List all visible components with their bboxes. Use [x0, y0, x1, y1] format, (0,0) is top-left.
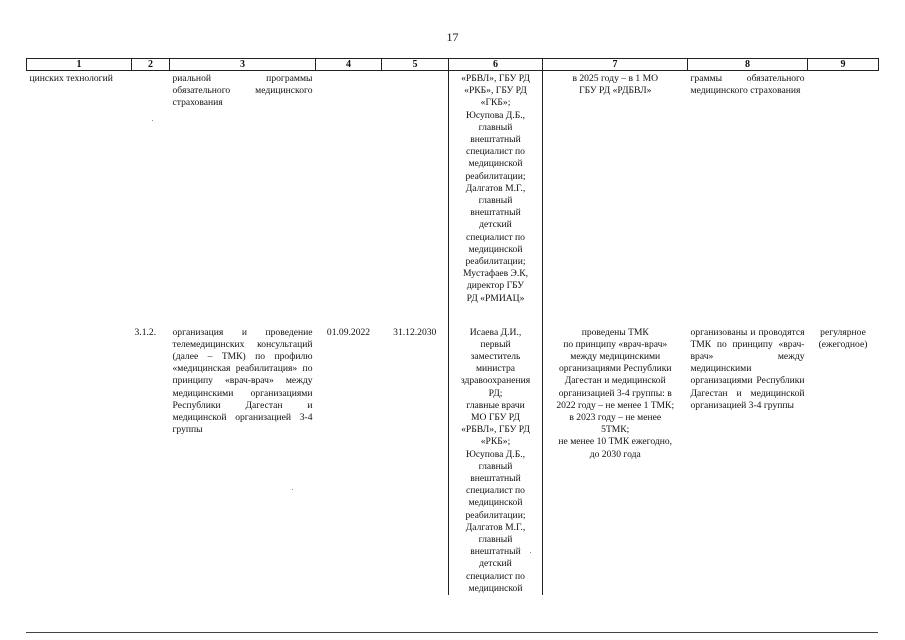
scan-speck — [152, 120, 153, 121]
cell-line: МО ГБУ РД — [471, 411, 520, 423]
cell-line: ГБУ РД «РДБВЛ» — [579, 85, 652, 97]
cell-responsible — [449, 71, 543, 325]
cell-line: 5ТМК; — [601, 424, 630, 436]
col-header-3: 3 — [170, 59, 316, 71]
cell-line: РД; — [488, 387, 503, 399]
cell-line: внештатный — [470, 472, 521, 484]
cell-line: главный — [478, 533, 513, 545]
col-header-7: 7 — [543, 59, 688, 71]
cell-line: главный — [478, 460, 513, 472]
cell-number: 3.1.2. — [134, 326, 157, 338]
cell-result — [543, 71, 688, 325]
scan-speck — [530, 552, 531, 553]
cell-number — [132, 71, 170, 325]
cell-line: Далгатов М.Г., — [465, 521, 526, 533]
cell-periodicity: регулярное (ежегодное) — [818, 326, 868, 350]
cell-line: Юсупова Д.Б., — [465, 109, 526, 121]
cell-line: Исаева Д.И., — [469, 326, 522, 338]
col-header-2: 2 — [132, 59, 170, 71]
cell-line: внештатный — [470, 134, 521, 146]
cell-line: Юсупова Д.Б., — [465, 448, 526, 460]
cell-line: специалист по — [466, 146, 525, 158]
cell-line: Далгатов М.Г., — [465, 182, 526, 194]
cell-line: внештатный — [470, 546, 521, 558]
col-header-5: 5 — [382, 59, 449, 71]
cell-line: первый — [480, 338, 511, 350]
cell-line: детский — [479, 219, 512, 231]
cell-line: в 2025 году – в 1 МО — [572, 73, 659, 84]
col-header-9: 9 — [808, 59, 879, 71]
col-header-8: 8 — [688, 59, 808, 71]
page-number: 17 — [446, 30, 459, 44]
cell-line: Мустафаев Э.К, — [462, 268, 529, 280]
col-header-4: 4 — [316, 59, 382, 71]
plan-table — [26, 58, 879, 595]
cell-line: министра — [475, 363, 516, 375]
cell-line: «ГКБ»; — [480, 97, 511, 109]
table-row — [27, 71, 879, 325]
cell-line: медицинской — [468, 497, 523, 509]
cell-line: «РБВЛ», ГБУ РД — [461, 73, 530, 84]
cell-line: директор ГБУ — [466, 280, 525, 292]
cell-line: реабилитации; — [465, 170, 526, 182]
cell-line: медицинской — [468, 582, 523, 594]
cell-outcome: граммы обязательного медицинского страхования — [690, 73, 805, 97]
cell-responsible — [449, 325, 543, 595]
cell-line: специалист по — [466, 570, 525, 582]
cell-line: Дагестан и медицинской — [564, 375, 666, 387]
cell-line: медицинской — [468, 158, 523, 170]
cell-activity: риальной программы обязательного медицинского страхования — [172, 73, 313, 109]
cell-line: детский — [479, 558, 512, 570]
col-header-6: 6 — [449, 59, 543, 71]
cell-line: между медицинскими — [570, 350, 661, 362]
cell-line: медицинской — [468, 243, 523, 255]
cell-end-date: 31.12.2030 — [393, 326, 437, 338]
cell-start-date: 01.09.2022 — [326, 326, 371, 338]
cell-line: 2022 году – не менее 1 ТМК; — [556, 399, 675, 411]
cell-line: РД «РМИАЦ» — [466, 292, 525, 304]
cell-line: здравоохранения — [460, 375, 531, 387]
cell-line: реабилитации; — [465, 256, 526, 268]
cell-line: главный — [478, 195, 513, 207]
cell-result — [543, 325, 688, 595]
cell-line: «РКБ»; — [480, 436, 511, 448]
table-row — [27, 325, 879, 595]
cell-line: «РБВЛ», ГБУ РД — [461, 424, 530, 436]
col-header-1: 1 — [27, 59, 132, 71]
cell-start-date — [316, 71, 382, 325]
cell-line: по принципу «врач-врач» — [563, 338, 668, 350]
cell-line: внештатный — [470, 207, 521, 219]
cell-outcome: организованы и проводятся ТМК по принципу «врач-врач» между медицинскими организациями Республики Дагестан и медицинской организацией 3-4 группы — [690, 326, 805, 411]
scan-speck — [292, 489, 293, 490]
cell-line: главные врачи — [466, 399, 525, 411]
cell-periodicity — [808, 71, 879, 325]
cell-line: главный — [478, 121, 513, 133]
cell-line: специалист по — [466, 231, 525, 243]
cell-line: «РКБ», ГБУ РД — [464, 85, 527, 97]
cell-line: организацией 3-4 группы: в — [558, 387, 672, 399]
page-bottom-rule — [26, 632, 878, 633]
cell-direction: цинских технологий — [29, 73, 113, 84]
cell-end-date — [382, 71, 449, 325]
cell-line: проведены ТМК — [581, 326, 649, 338]
cell-line: в 2023 году – не менее — [569, 411, 662, 423]
cell-direction — [27, 325, 132, 595]
cell-line: до 2030 года — [589, 448, 641, 460]
cell-line: заместитель — [470, 350, 521, 362]
cell-line: организациями Республики — [558, 363, 672, 375]
cell-activity: организация и проведение телемедицинских консультаций (далее – ТМК) по профилю «медицинская реабилитация» по принципу «врач-врач» между медицинскими организациями Республики Дагестан и медицинской организацией 3-4 группы — [172, 326, 313, 436]
header-row — [27, 59, 879, 71]
cell-line: не менее 10 ТМК ежегодно, — [558, 436, 673, 448]
cell-line: реабилитации; — [465, 509, 526, 521]
cell-line: специалист по — [466, 485, 525, 497]
